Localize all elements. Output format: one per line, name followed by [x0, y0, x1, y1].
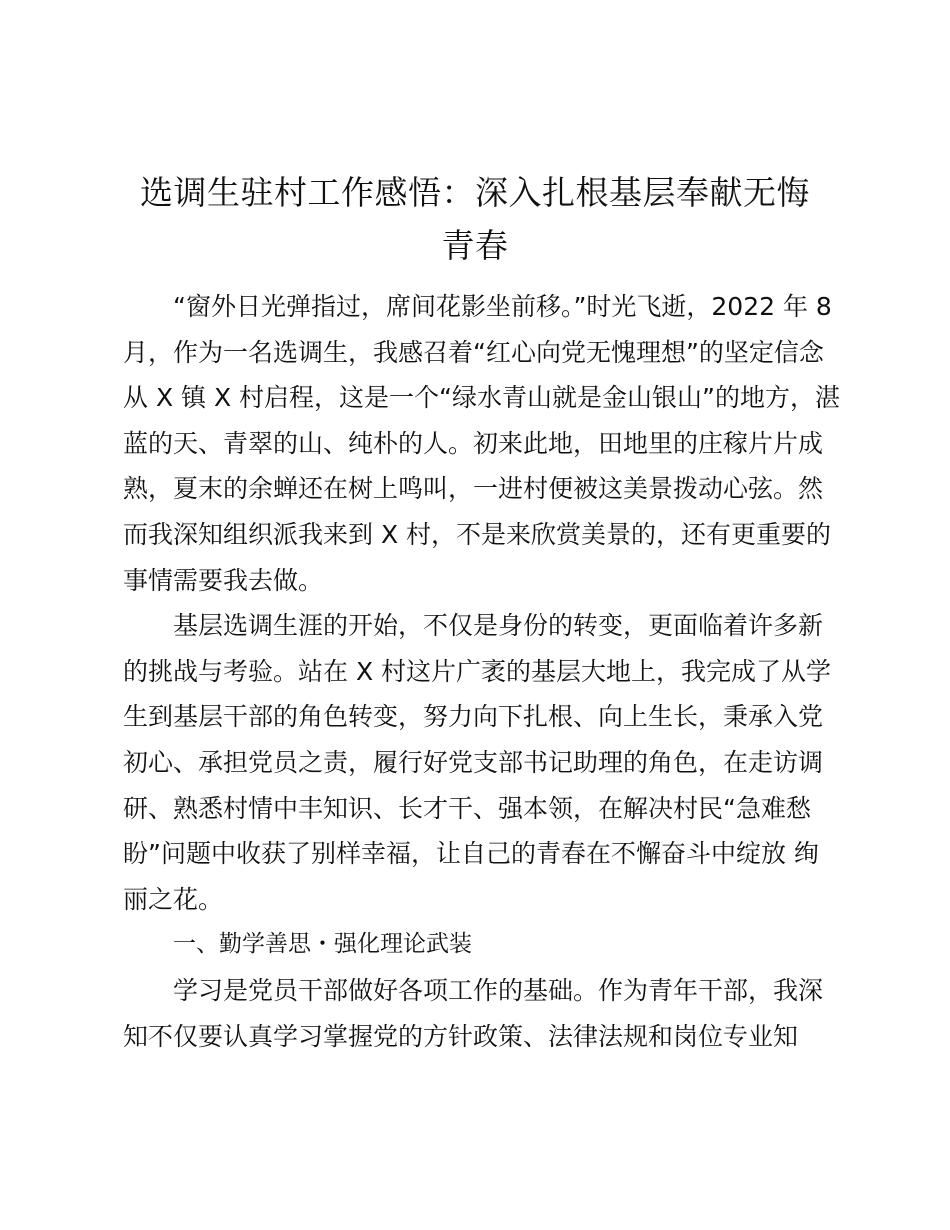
paragraph-line: 生到基层干部的角色转变，努力向下扎根、向上生长，秉承入党 — [123, 702, 824, 732]
paragraph-intro — [123, 284, 843, 603]
paragraph-line: 基层选调生涯的开始，不仅是身份的转变，更面临着许多新 — [173, 611, 824, 641]
title-line: 选调生驻村工作感悟：深入扎根基层奉献无悔 — [140, 173, 810, 212]
document-title — [100, 166, 850, 272]
paragraph-line: 蓝的天、青翠的山、纯朴的人。初来此地，田地里的庄稼片片成 — [123, 428, 824, 458]
paragraph-line: 而我深知组织派我来到 X 村，不是来欣赏美景的，还有更重要的 — [123, 519, 832, 549]
paragraph-transition — [123, 603, 843, 922]
paragraph-study — [123, 968, 843, 1059]
paragraph-line: 熟，夏末的余蝉还在树上鸣叫，一进村便被这美景拨动心弦。然 — [123, 474, 824, 504]
paragraph-line: 知不仅要认真学习掌握党的方针政策、法律法规和岗位专业知 — [123, 1021, 799, 1051]
document-body — [123, 284, 843, 1059]
title-line: 青春 — [441, 226, 509, 265]
paragraph-line: 的挑战与考验。站在 X 村这片广袤的基层大地上，我完成了从学 — [123, 656, 832, 686]
paragraph-line: 学习是党员干部做好各项工作的基础。作为青年干部，我深 — [173, 975, 824, 1005]
paragraph-line: 从 X 镇 X 村启程，这是一个“绿水青山就是金山银山”的地方，湛 — [123, 383, 840, 413]
paragraph-line: 丽之花。 — [123, 884, 224, 914]
paragraph-line: 事情需要我去做。 — [123, 565, 324, 595]
paragraph-line: 月，作为一名选调生，我感召着“红心向党无愧理想”的坚定信念 — [123, 337, 824, 367]
paragraph-line: 盼”问题中收获了别样幸福，让自己的青春在不懈奋斗中绽放 绚 — [123, 839, 819, 869]
paragraph-line: 研、熟悉村情中丰知识、长才干、强本领，在解决村民“急难愁 — [123, 793, 811, 823]
paragraph-line: “窗外日光弹指过，席间花影坐前移。”时光飞逝，2022 年 8 — [173, 292, 832, 321]
paragraph-line: 初心、承担党员之责，履行好党支部书记助理的角色，在走访调 — [123, 747, 824, 777]
section-heading: 一、勤学善思・强化理论武装 — [173, 931, 472, 958]
